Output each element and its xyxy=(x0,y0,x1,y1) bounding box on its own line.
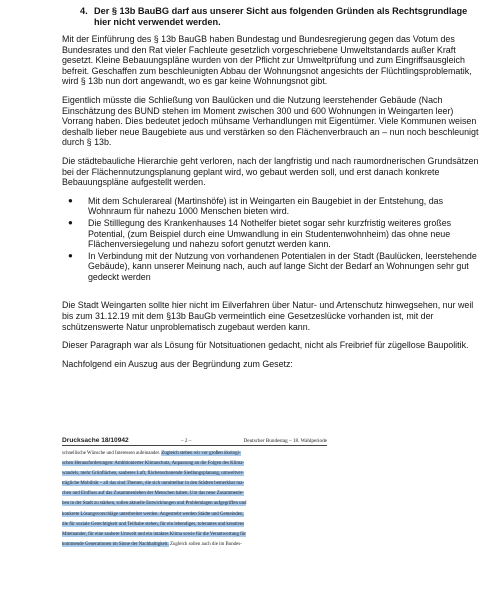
excerpt-highlighted-text: trägliche Mobilität – all das sind Themen, die sich unmittelbar in den Städten bemerkbar ma- xyxy=(62,481,245,487)
paragraph: Die städtebauliche Hierarchie geht verloren, nach der langfristig und nach raumordnerischen Grundsätzen bei der Flächennutzungsplanung geplant wird, wo gebaut werden soll, und erst danach konkrete Bebauungspläne aufgestellt werden. xyxy=(62,155,479,188)
excerpt-plain-text: schnellische Wünsche und Interessen aufeinander. xyxy=(62,451,162,456)
excerpt-line xyxy=(62,510,327,520)
bullet-text: In Verbindung mit der Nutzung von vorhandenen Potentialen in der Stadt (Baulücken, leerstehende Gebäude), kann unserer Meinung nach, auch auf lange Sicht der Bedarf an Wohnungen sehr gut gedeckt werden xyxy=(88,250,477,282)
excerpt-line xyxy=(62,530,327,540)
bullet-list xyxy=(68,196,484,283)
excerpt-page-number: – 2 – xyxy=(180,438,192,444)
excerpt-line xyxy=(62,520,327,530)
bullet-text: Die Stilllegung des Krankenhauses 14 Nothelfer bietet sogar sehr kurzfristig weiteres großes Potential, (zum Beispiel durch eine Umwandlung in ein Studentenwohnheim) das ohne neue Flächenversiegelung und nahezu sofort genutzt werden kann. xyxy=(88,217,452,250)
excerpt-highlighted-text: die für soziale Gerechtigkeit und Teilhabe stehen, für ein lebendiges, tolerantes und kreatives xyxy=(62,521,245,527)
bullet-item xyxy=(68,251,484,283)
bullet-item xyxy=(68,196,484,217)
bullet-icon: ● xyxy=(68,250,73,260)
excerpt-text xyxy=(62,449,327,550)
excerpt-line xyxy=(62,499,327,509)
excerpt-highlighted-text: wandels, mehr Grünflächen, sauberes Luft, flächenschonende Siedlungsplanung, umweltver- xyxy=(62,471,244,477)
document-body xyxy=(62,6,484,377)
section-heading xyxy=(80,6,484,28)
excerpt-plain-text: Zugleich sollen auch die im Bundes- xyxy=(168,541,242,547)
excerpt-doc-number: Drucksache 18/10942 xyxy=(62,437,129,444)
excerpt-line xyxy=(62,449,327,459)
paragraph: Dieser Paragraph war als Lösung für Notsituationen gedacht, nicht als Freibrief für zügellose Baupolitik. xyxy=(62,340,469,351)
excerpt-line xyxy=(62,459,327,469)
section-number: 4. xyxy=(80,6,88,16)
excerpt-highlighted-text: kommende Generationen im Sinne der Nachhaltigkeit. xyxy=(62,541,169,547)
bullet-text: Mit dem Schulerareal (Martinshöfe) ist in Weingarten ein Baugebiet in der Entstehung, das Wohnraum für nahezu 1000 Menschen bieten wird. xyxy=(88,195,444,217)
excerpt-highlighted-text: konkrete Lösungsvorschläge unterbreitet werden. Angestrebt werden Städte und Gemeinden, xyxy=(62,511,244,517)
paragraph: Mit der Einführung des § 13b BauGB haben Bundestag und Bundesregierung gegen das Votum des Bundesrates und den Rat vieler Fachleute gesetzlich vorgeschriebene Umweltstandards außer Kraft gesetzt. Kleine Bebauungspläne wurden von der Pflicht zur Umweltprüfung und zum Eingriffsausgleich befreit. Geschaffen zum beschleunigten Abbau der Wohnungsnot angesichts der Flüchtlingsproblematik, wird § 13b nun dort angewandt, wo es gar keine Wohnungsnot gibt. xyxy=(62,34,472,87)
excerpt-line xyxy=(62,489,327,499)
excerpt-highlighted-text: schen Herausforderungen: Ambitionierter Klimaschutz, Anpassung an die Folgen des Klima- xyxy=(62,461,244,467)
excerpt-highlighted-text: Zugleich stehen wir vor großen ökologi- xyxy=(161,451,241,456)
excerpt-line xyxy=(62,479,327,489)
excerpt-highlighted-text: Miteinander, für eine saubere Umwelt und ein intaktes Klima sowie für die Verantwortung für xyxy=(62,531,246,537)
excerpt-highlighted-text: chen und Einfluss auf das Zusammenleben der Menschen haben. Um das neue Zusammenle- xyxy=(62,491,244,497)
bullet-icon: ● xyxy=(68,195,73,205)
law-excerpt-image xyxy=(62,437,327,587)
excerpt-intro: Nachfolgend ein Auszug aus der Begründung zum Gesetz: xyxy=(62,358,293,369)
excerpt-line xyxy=(62,469,327,479)
excerpt-highlighted-text: ben in der Stadt zu stärken, sollen aktuelle Entwicklungen und Problemlagen aufgegriffen und xyxy=(62,501,247,507)
excerpt-line xyxy=(62,540,327,550)
paragraph: Die Stadt Weingarten sollte hier nicht im Eilverfahren über Natur- und Artenschutz hinwegsehen, nur weil bis zum 31.12.19 mit dem §13b BauGb vermeintlich eine Gesetzeslücke vorhanden ist, mit der schützenswerte Natur unproblematisch zugebaut werden kann. xyxy=(62,300,474,332)
excerpt-header xyxy=(62,437,327,446)
bullet-item xyxy=(68,218,484,250)
excerpt-source: Deutscher Bundestag – 18. Wahlperiode xyxy=(243,438,327,444)
section-title: Der § 13b BauBG darf aus unserer Sicht aus folgenden Gründen als Rechtsgrundlage hier nicht verwendet werden. xyxy=(94,6,468,27)
paragraph: Eigentlich müsste die Schließung von Baulücken und die Nutzung leerstehender Gebäude (Nach Einschätzung des BUND stehen im Moment zwischen 300 und 600 Wohnungen in Weingarten leer) Vorrang haben. Dies bedeutet jedoch mühsame Verhandlungen mit Eigentümer. Viele Kommunen weisen deshalb lieber neue Baugebiete aus und verstärken so den Flächenverbrauch an – nun noch beschleunigt durch § 13b. xyxy=(62,94,479,148)
bullet-icon: ● xyxy=(68,217,73,227)
